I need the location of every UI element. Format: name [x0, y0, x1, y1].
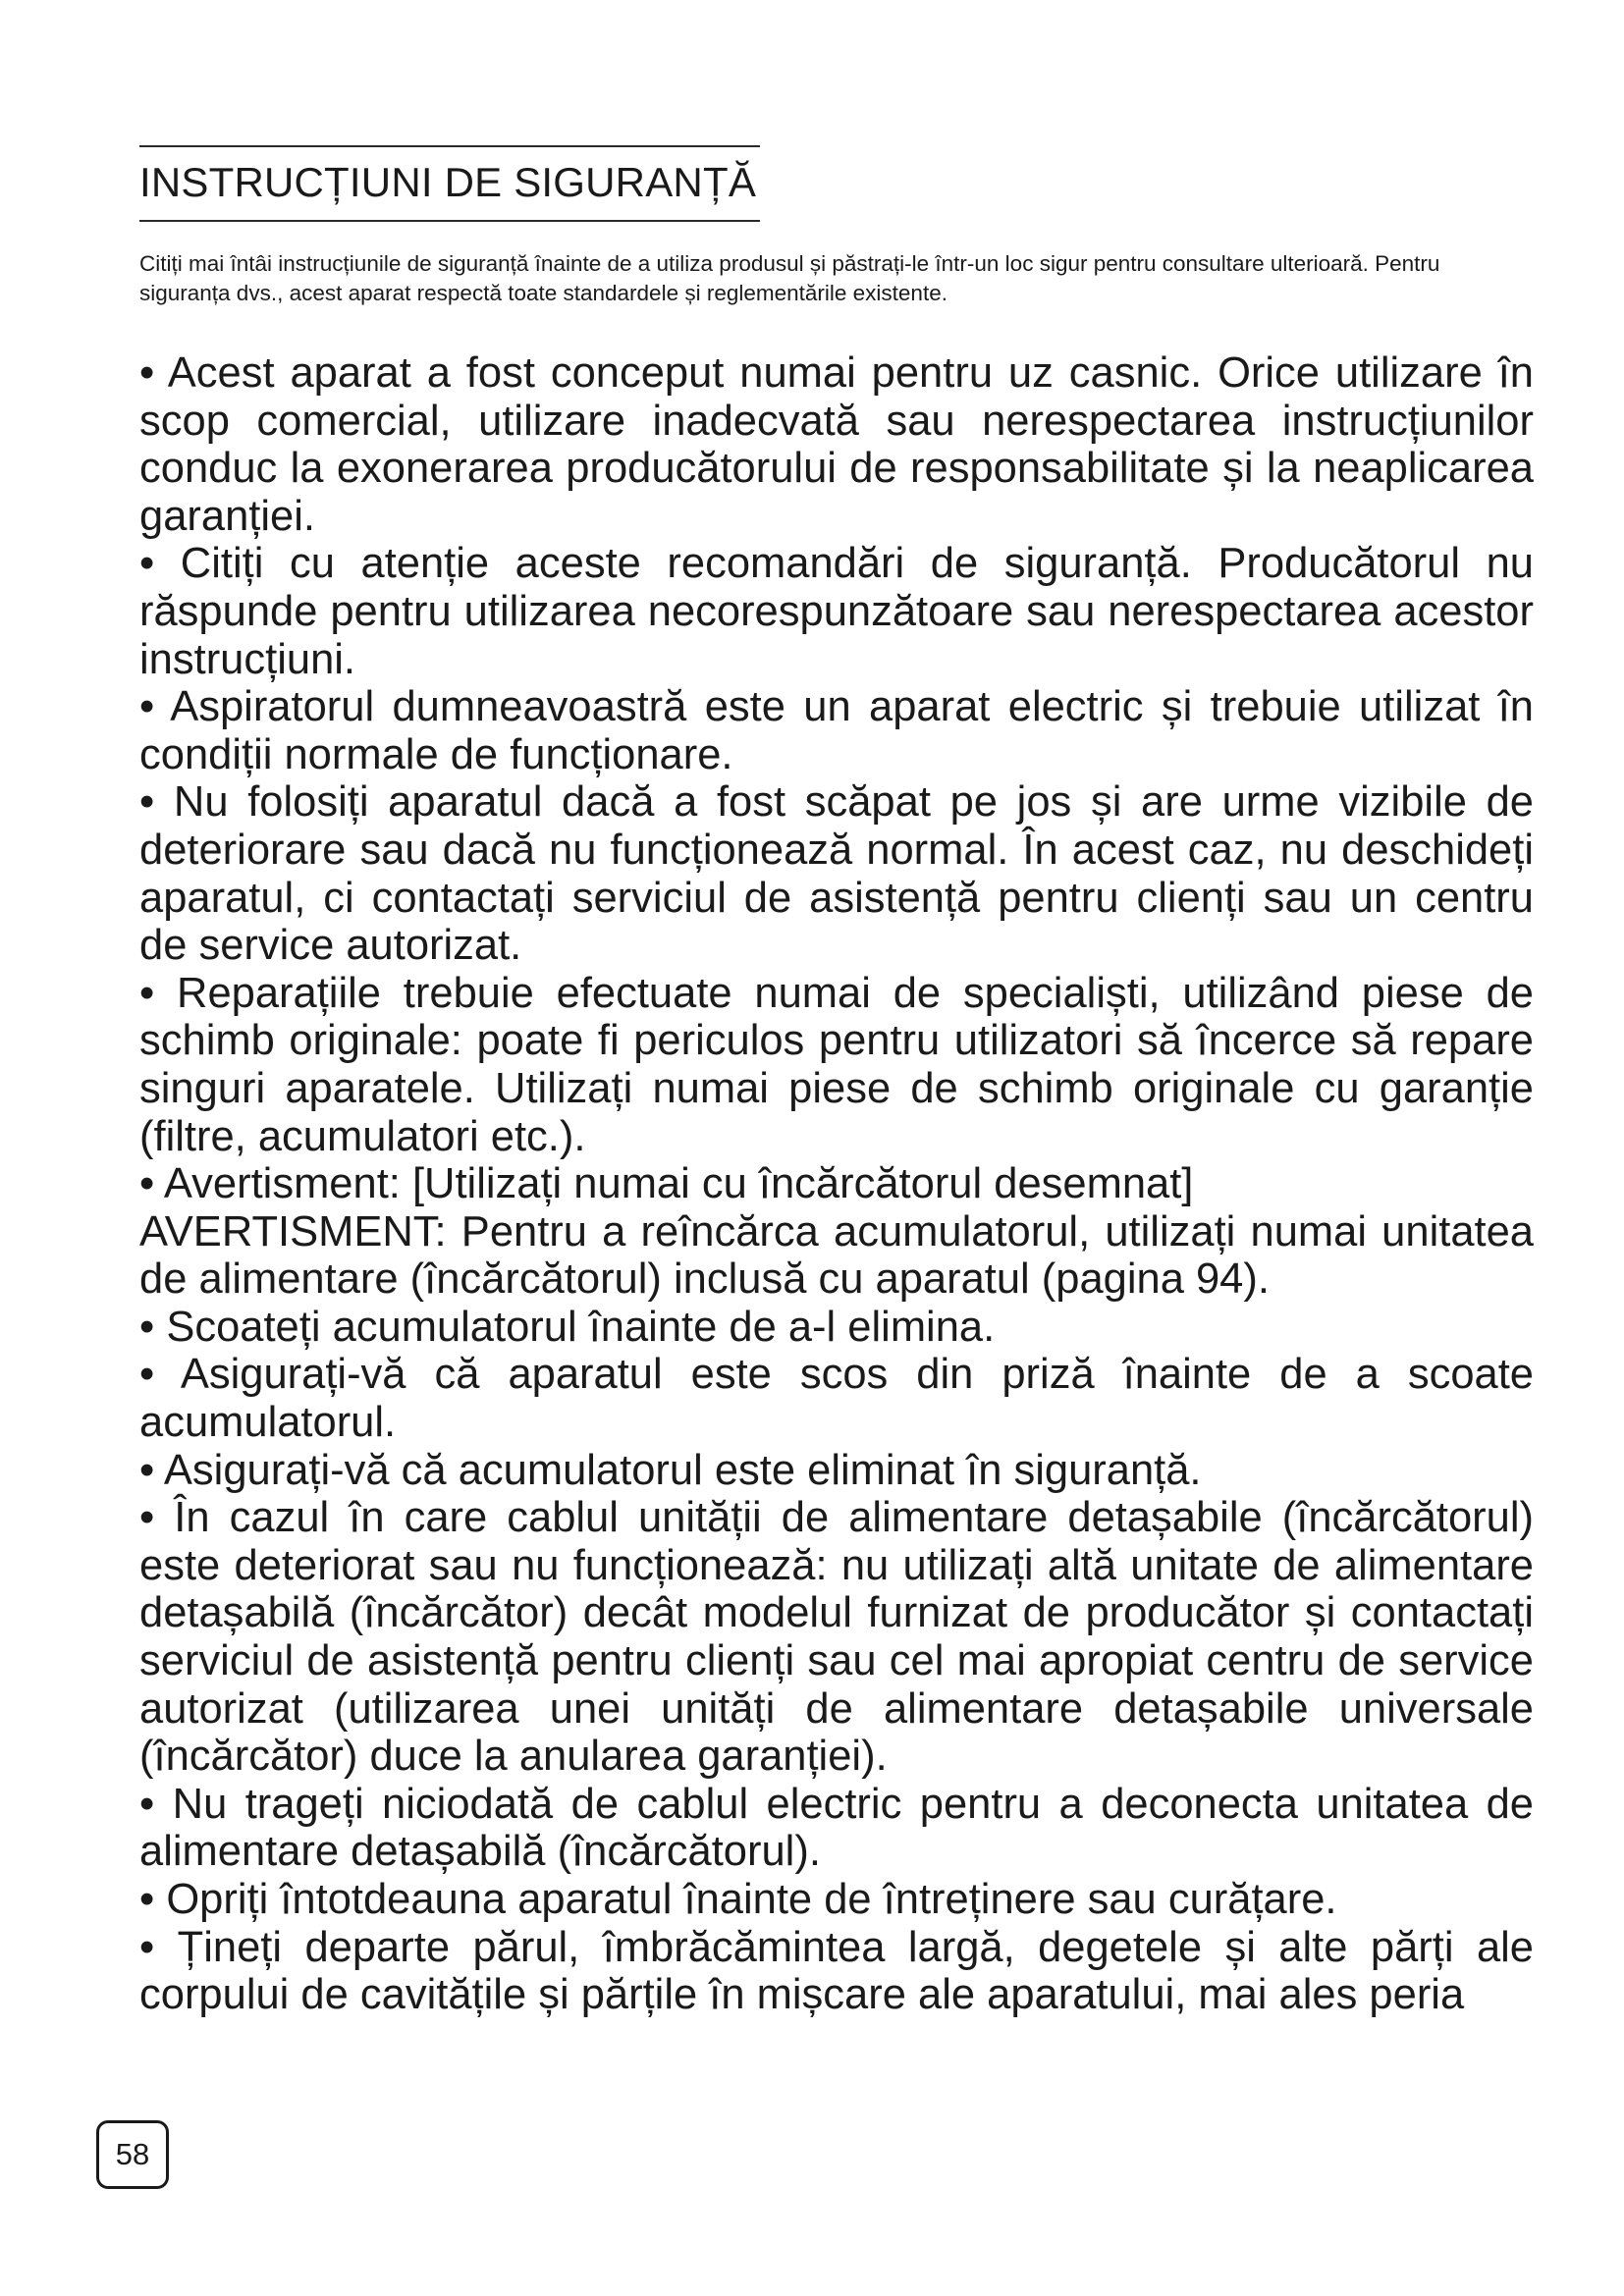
- list-item: • Asigurați-vă că acumulatorul este eliminat în siguranță.: [139, 1446, 1202, 1494]
- intro-paragraph: Citiți mai întâi instrucțiunile de siguranță înainte de a utiliza produsul și păstrați-le într-un loc sigur pentru consultare ulterioară. Pentru siguranța dvs., acest aparat respectă toate standardele și reglementările existente.: [139, 251, 1440, 305]
- page-number-badge: [96, 2120, 169, 2189]
- list-item: • Opriți întotdeauna aparatul înainte de întreținere sau curățare.: [139, 1876, 1337, 1923]
- list-item: • Scoateți acumulatorul înainte de a-l elimina.: [139, 1303, 996, 1351]
- list-item: • Citiți cu atenție aceste recomandări de siguranță. Producătorul nu răspunde pentru utilizarea necorespunzătoare sau nerespectarea acestor instrucțiuni.: [139, 540, 1534, 683]
- list-item: • Nu trageți niciodată de cablul electric pentru a deconecta unitatea de alimentare detașabilă (încărcătorul).: [139, 1780, 1534, 1876]
- page-number: 58: [115, 2137, 150, 2171]
- page-title: INSTRUCȚIUNI DE SIGURANȚĂ: [139, 159, 757, 205]
- safety-instructions-list: [139, 349, 1534, 2019]
- title-block: [139, 145, 760, 222]
- list-item: • Țineți departe părul, îmbrăcămintea largă, degetele și alte părți ale corpului de cavitățile și părțile în mișcare ale aparatului, mai ales peria: [139, 1923, 1534, 2019]
- list-item: • Aspiratorul dumneavoastră este un aparat electric și trebuie utilizat în condiții normale de funcționare.: [139, 683, 1534, 778]
- list-item: • În cazul în care cablul unității de alimentare detașabile (încărcătorul) este deteriorat sau nu funcționează: nu utilizați altă unitate de alimentare detașabilă (încărcător) decât modelul furnizat de producător și contactați serviciul de asistență pentru clienți sau cel mai apropiat centru de service autorizat (utilizarea unei unități de alimentare detașabile universale (încărcător) duce la anularea garanției).: [139, 1494, 1534, 1781]
- intro-section: [139, 249, 1514, 308]
- warning-paragraph: AVERTISMENT: Pentru a reîncărca acumulatorul, utilizați numai unitatea de alimentare (încărcătorul) inclusă cu aparatul (pagina 94).: [139, 1207, 1534, 1304]
- list-item: • Reparațiile trebuie efectuate numai de specialiști, utilizând piese de schimb originale: poate fi periculos pentru utilizatori să încerce să repare singuri aparatele. Utilizați numai piese de schimb originale cu garanție (filtre, acumulatori etc.).: [139, 969, 1534, 1160]
- list-item: • Acest aparat a fost conceput numai pentru uz casnic. Orice utilizare în scop comercial, utilizare inadecvată sau nerespectarea instrucțiunilor conduc la exonerarea producătorului de responsabilitate și la neaplicarea garanției.: [139, 349, 1534, 540]
- list-item: • Nu folosiți aparatul dacă a fost scăpat pe jos și are urme vizibile de deteriorare sau dacă nu funcționează normal. În acest caz, nu deschideți aparatul, ci contactați serviciul de asistență pentru clienți sau un centru de service autorizat.: [139, 778, 1534, 970]
- list-item: • Asigurați-vă că aparatul este scos din priză înainte de a scoate acumulatorul.: [139, 1351, 1534, 1447]
- list-item: • Avertisment: [Utilizați numai cu încărcătorul desemnat]: [139, 1160, 1194, 1208]
